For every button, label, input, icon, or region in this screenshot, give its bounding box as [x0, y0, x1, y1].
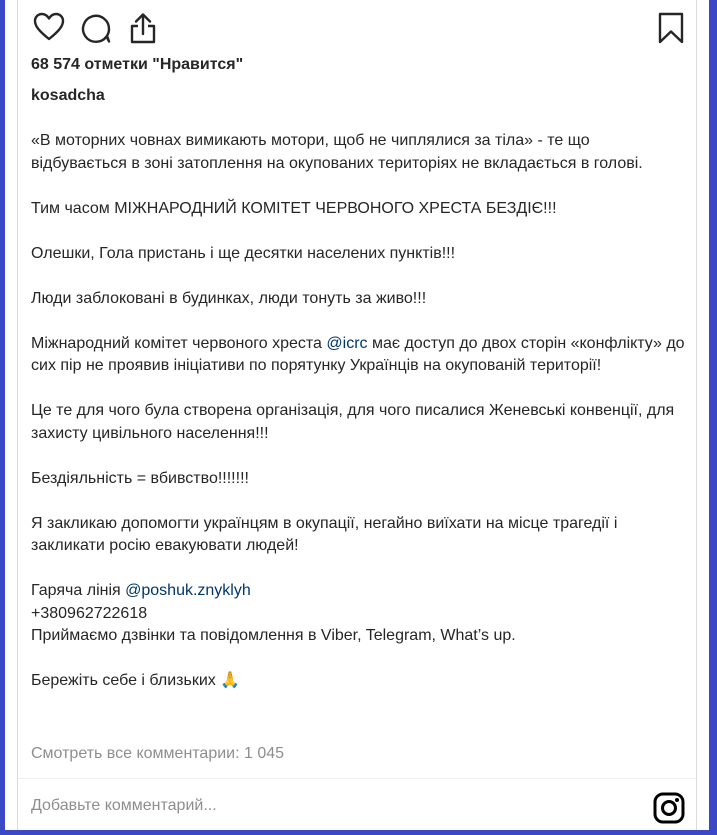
caption-paragraph: Тим часом МІЖНАРОДНИЙ КОМІТЕТ ЧЕРВОНОГО ХРЕСТА БЕЗДІЄ!!!: [31, 199, 557, 217]
post-username[interactable]: kosadcha: [31, 87, 105, 104]
instagram-icon[interactable]: [652, 791, 686, 830]
mention-link-poshuk[interactable]: @poshuk.znyklyh: [125, 582, 251, 599]
comment-icon[interactable]: [80, 12, 112, 44]
caption-paragraph: Це те для чого була створена організація, для чого писалися Женевські конвенції, для захисту цивільного населення!!!: [31, 402, 675, 442]
action-bar: [33, 12, 693, 46]
comment-input[interactable]: [31, 797, 631, 815]
share-icon[interactable]: [127, 12, 159, 44]
caption-paragraph: Олешки, Гола пристань і ще десятки населених пунктів!!!: [31, 244, 456, 262]
caption-paragraph: Бездіяльність = вбивство!!!!!!!: [31, 469, 249, 487]
caption-paragraph: [31, 333, 686, 378]
hotline-line: [31, 580, 686, 603]
post-panel: [5, 0, 709, 830]
caption-closing: Бережіть себе і близьких 🙏: [31, 672, 241, 689]
caption-paragraph: Я закликаю допомогти українцям в окупації, негайно виїхати на місце трагедії і закликати росію евакуювати людей!: [31, 514, 618, 554]
bookmark-icon[interactable]: [657, 12, 685, 44]
view-all-comments-link[interactable]: Смотреть все комментарии: 1 045: [31, 745, 285, 762]
caption-paragraph: «В моторних човнах вимикають мотори, щоб не чиплялися за тіла» - те що відбувається в зоні затоплення на окупованих територіях не вкладається в голові.: [31, 132, 643, 172]
caption-text: Міжнародний комітет червоного хреста: [31, 334, 327, 352]
post-caption: [31, 130, 686, 693]
caption-text: має доступ до двох сторін «конфлікту» до сих пір не проявив ініціативи по порятунку Українців на окупованій території!: [31, 334, 685, 374]
divider: [18, 778, 696, 779]
heart-icon[interactable]: [33, 12, 65, 42]
likes-count[interactable]: 68 574 отметки "Нравится": [31, 56, 244, 73]
phone-number: +380962722618: [31, 604, 148, 622]
caption-paragraph: Люди заблоковані в будинках, люди тонуть за живо!!!: [31, 289, 427, 307]
caption-paragraph: Приймаємо дзвінки та повідомлення в Viber, Telegram, What’s up.: [31, 627, 516, 644]
mention-link-icrc[interactable]: @icrc: [326, 334, 368, 352]
hotline-label: Гаряча лінія: [31, 582, 126, 599]
